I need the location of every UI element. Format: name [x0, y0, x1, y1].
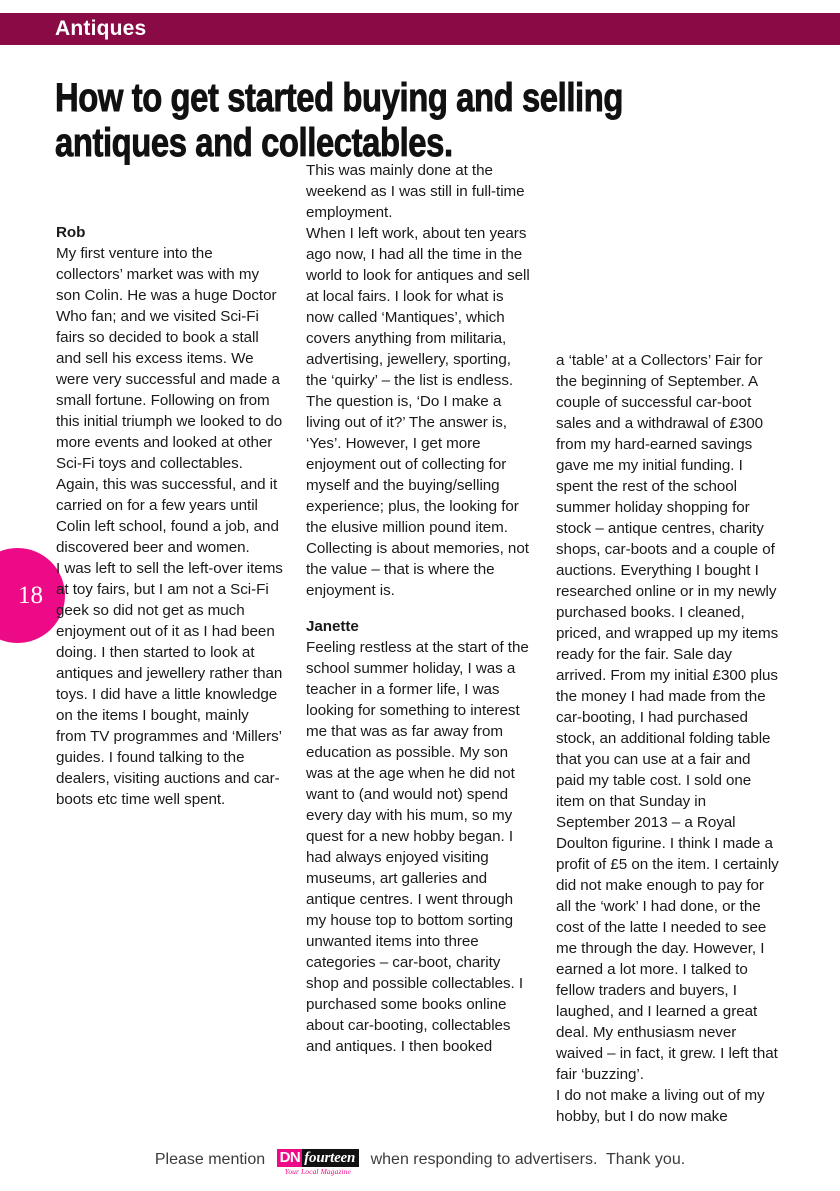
paragraph: This was mainly done at the weekend as I was still in full-time employment.: [306, 162, 525, 221]
footer-text-before: Please mention: [154, 1151, 270, 1168]
paragraph: Collecting is about memories, not the value – that is where the enjoyment is.: [306, 540, 529, 599]
article-column-1: [56, 222, 283, 810]
dnfourteen-logo: [277, 1149, 360, 1176]
section-heading-rob: Rob: [56, 224, 86, 241]
category-label: Antiques: [55, 17, 147, 40]
paragraph: I was left to sell the left-over items at toy fairs, but I am not a Sci-Fi geek so did not get as much enjoyment out of it as I had been doing. I then started to look at antiques and jewellery rather than toys. I did have a little knowledge on the items I bought, mainly from TV programmes and ‘Millers’ guides. I found talking to the dealers, visiting auctions and car-boots etc time well spent.: [56, 560, 283, 808]
category-bar: [0, 13, 840, 45]
footer: [0, 1140, 840, 1180]
logo-tagline: Your Local Magazine: [284, 1166, 351, 1176]
footer-text-after: when responding to advertisers. Thank you.: [366, 1151, 686, 1168]
paragraph: a ‘table’ at a Collectors’ Fair for the beginning of September. A couple of successful car-boot sales and a withdrawal of £300 from my hard-earned savings gave me my initial funding. I spent the rest of the school summer holiday shopping for stock – antique centres, charity shops, car-boots and a couple of auctions. Everything I bought I researched online or in my newly purchased books. I cleaned, priced, and wrapped up my items ready for the fair. Sale day arrived. From my initial £300 plus the money I had made from the car-booting, I had purchased stock, an additional folding table that you can use at a fair and paid my table cost. I sold one item on that Sunday in September 2013 – a Royal Doulton figurine. I think I made a profit of £5 on the item. I certainly did not make enough to pay for all the ‘work’ I had done, or the cost of the latte I needed to see me through the day. However, I earned a lot more. I talked to fellow traders and buyers, I laughed, and I learned a great deal. My enthusiasm never waived – in fact, it grew. I left that fair ‘buzzing’.: [556, 352, 779, 1083]
logo-dn-text: DN: [277, 1149, 303, 1167]
logo-fourteen-text: fourteen: [302, 1149, 359, 1167]
article-column-3: [556, 350, 783, 1127]
article-column-2: [306, 160, 533, 1057]
article-headline: How to get started buying and selling antiques and collectables.: [55, 75, 623, 165]
section-heading-janette: Janette: [306, 618, 359, 635]
page-number: 18: [18, 581, 43, 609]
paragraph: When I left work, about ten years ago now, I had all the time in the world to look for antiques and sell at local fairs. I look for what is now called ‘Mantiques’, which covers anything from militaria, advertising, jewellery, sporting, the ‘quirky’ – the list is endless. The question is, ‘Do I make a living out of it?’ The answer is, ‘Yes’. However, I get more enjoyment out of collecting for myself and the buying/selling experience; plus, the looking for the elusive million pound item.: [306, 225, 530, 536]
paragraph: My first venture into the collectors’ market was with my son Colin. He was a huge Doctor Who fan; and we visited Sci-Fi fairs so decided to book a stall and sell his excess items. We were very successful and made a small fortune. Following on from this initial triumph we looked to do more events and looked at other Sci-Fi toys and collectables. Again, this was successful, and it carried on for a few years until Colin left school, found a job, and discovered beer and women.: [56, 245, 283, 556]
paragraph: Feeling restless at the start of the school summer holiday, I was a teacher in a former life, I was looking for something to interest me that was as far away from education as possible. My son was at the age when he did not want to (and would not) spend every day with his mum, so my quest for a new hobby began. I had always enjoyed visiting museums, art galleries and antique centres. I went through my house top to bottom sorting unwanted items into three categories – car-boot, charity shop and possible collectables. I purchased some books online about car-booting, collectables and antiques. I then booked: [306, 639, 529, 1055]
logo-wordmark: [277, 1149, 360, 1167]
paragraph: I do not make a living out of my hobby, but I do now make: [556, 1087, 765, 1125]
